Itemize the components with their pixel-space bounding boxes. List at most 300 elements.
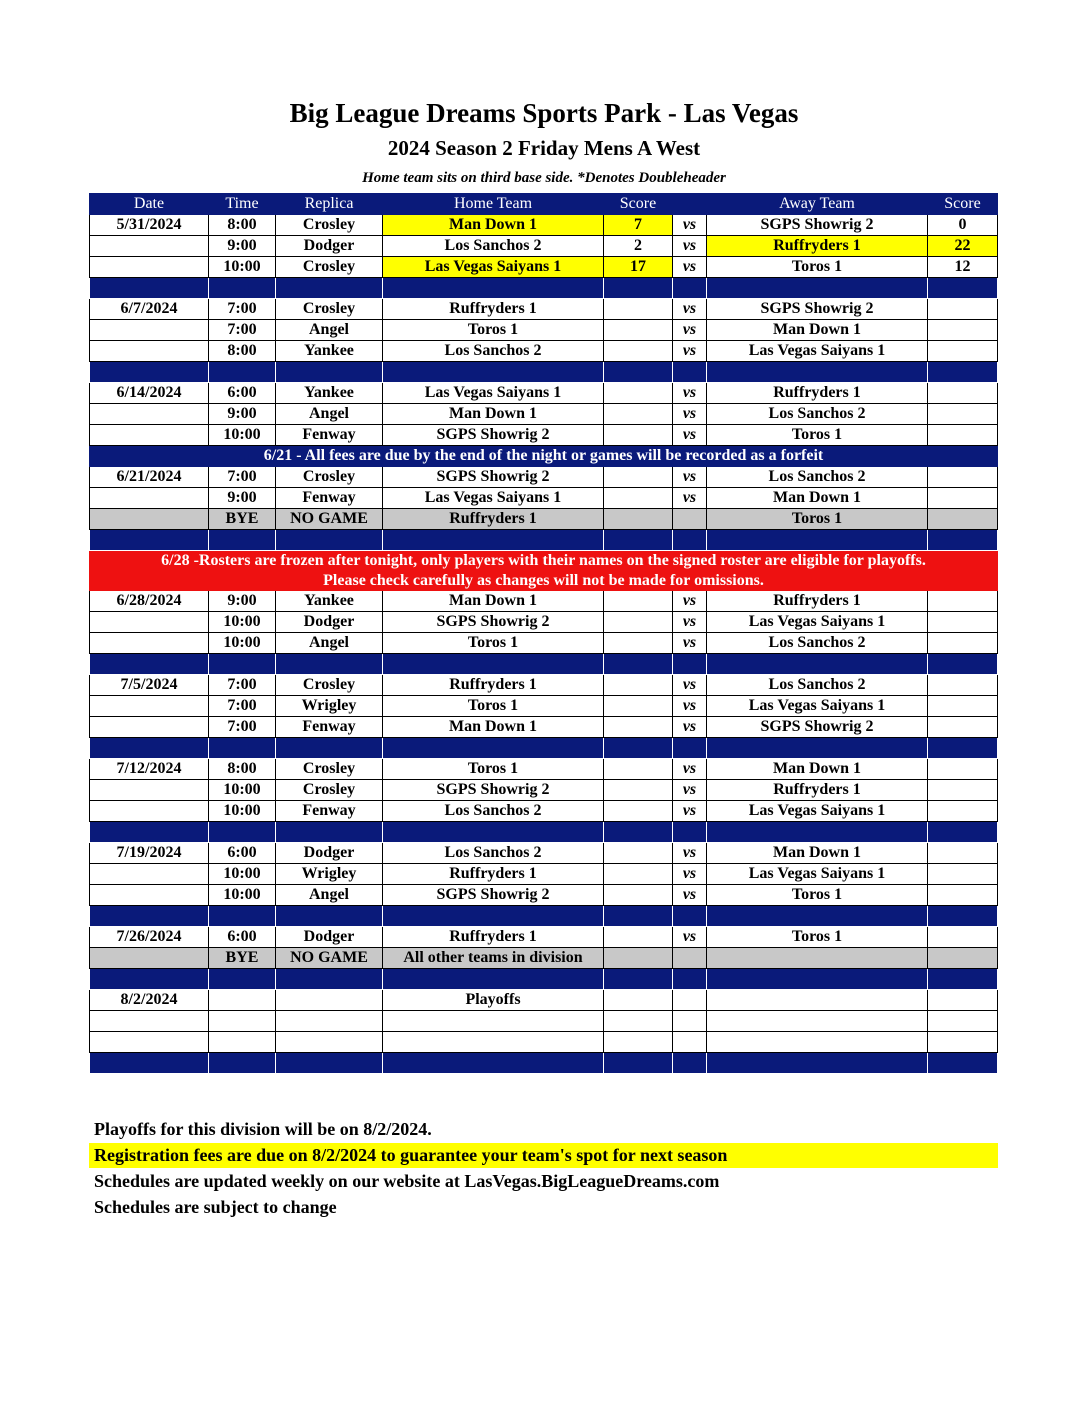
vs-cell: vs <box>673 488 707 509</box>
away-score-cell <box>928 509 998 530</box>
away-score-cell <box>928 341 998 362</box>
column-header: Time <box>209 194 276 215</box>
footer-registration: Registration fees are due on 8/2/2024 to guarantee your team's spot for next season <box>89 1143 998 1168</box>
date-cell <box>90 864 209 885</box>
separator-cell <box>209 1053 276 1074</box>
away-team-cell <box>707 1032 928 1053</box>
away-team-cell: Ruffryders 1 <box>707 591 928 612</box>
date-cell <box>90 612 209 633</box>
separator-cell <box>383 822 604 843</box>
vs-cell <box>673 1032 707 1053</box>
replica-cell: Angel <box>276 320 383 341</box>
home-score-cell <box>604 843 673 864</box>
home-team-cell: Ruffryders 1 <box>383 675 604 696</box>
separator-cell <box>90 906 209 927</box>
separator-cell <box>383 362 604 383</box>
separator-cell <box>90 654 209 675</box>
separator-row <box>90 906 998 927</box>
away-score-cell <box>928 990 998 1011</box>
schedule-table <box>89 193 998 1074</box>
replica-cell: Fenway <box>276 425 383 446</box>
time-cell: 9:00 <box>209 236 276 257</box>
home-team-cell: Ruffryders 1 <box>383 864 604 885</box>
separator-cell <box>707 738 928 759</box>
table-row <box>90 696 998 717</box>
date-cell <box>90 341 209 362</box>
away-team-cell: Los Sanchos 2 <box>707 675 928 696</box>
vs-cell: vs <box>673 320 707 341</box>
replica-cell <box>276 1011 383 1032</box>
table-row <box>90 1032 998 1053</box>
home-score-cell <box>604 299 673 320</box>
separator-cell <box>383 969 604 990</box>
separator-cell <box>707 969 928 990</box>
vs-cell: vs <box>673 759 707 780</box>
separator-cell <box>209 278 276 299</box>
replica-cell: Dodger <box>276 843 383 864</box>
replica-cell: Crosley <box>276 299 383 320</box>
time-cell: 10:00 <box>209 780 276 801</box>
column-header <box>673 194 707 215</box>
home-score-cell <box>604 488 673 509</box>
alert-row <box>90 551 998 571</box>
separator-cell <box>673 738 707 759</box>
away-team-cell: Toros 1 <box>707 885 928 906</box>
replica-cell: Yankee <box>276 591 383 612</box>
away-team-cell: Ruffryders 1 <box>707 383 928 404</box>
home-team-cell: Las Vegas Saiyans 1 <box>383 488 604 509</box>
replica-cell: Crosley <box>276 675 383 696</box>
separator-cell <box>604 654 673 675</box>
home-team-cell: Ruffryders 1 <box>383 509 604 530</box>
vs-cell: vs <box>673 257 707 278</box>
time-cell <box>209 990 276 1011</box>
away-score-cell <box>928 425 998 446</box>
time-cell: 8:00 <box>209 341 276 362</box>
replica-cell: Crosley <box>276 467 383 488</box>
table-row <box>90 425 998 446</box>
separator-cell <box>673 278 707 299</box>
separator-cell <box>383 278 604 299</box>
away-score-cell <box>928 383 998 404</box>
date-cell: 6/21/2024 <box>90 467 209 488</box>
home-score-cell <box>604 927 673 948</box>
column-header: Score <box>928 194 998 215</box>
away-team-cell: SGPS Showrig 2 <box>707 215 928 236</box>
table-row <box>90 612 998 633</box>
date-cell <box>90 1032 209 1053</box>
replica-cell: Angel <box>276 633 383 654</box>
vs-cell: vs <box>673 885 707 906</box>
away-score-cell <box>928 864 998 885</box>
time-cell: 10:00 <box>209 885 276 906</box>
time-cell: 9:00 <box>209 404 276 425</box>
replica-cell <box>276 1032 383 1053</box>
home-score-cell <box>604 320 673 341</box>
away-team-cell: Toros 1 <box>707 927 928 948</box>
replica-cell: NO GAME <box>276 509 383 530</box>
replica-cell: Wrigley <box>276 696 383 717</box>
separator-cell <box>928 906 998 927</box>
away-team-cell: Ruffryders 1 <box>707 236 928 257</box>
vs-cell <box>673 1011 707 1032</box>
separator-cell <box>276 530 383 551</box>
separator-cell <box>928 738 998 759</box>
separator-cell <box>209 654 276 675</box>
time-cell: 9:00 <box>209 488 276 509</box>
time-cell <box>209 1032 276 1053</box>
separator-cell <box>276 738 383 759</box>
separator-cell <box>604 969 673 990</box>
home-team-cell: Toros 1 <box>383 320 604 341</box>
separator-cell <box>276 654 383 675</box>
time-cell: 7:00 <box>209 675 276 696</box>
replica-cell: Crosley <box>276 780 383 801</box>
vs-cell: vs <box>673 717 707 738</box>
date-cell <box>90 948 209 969</box>
separator-row <box>90 530 998 551</box>
away-score-cell <box>928 885 998 906</box>
home-team-cell: Las Vegas Saiyans 1 <box>383 383 604 404</box>
table-row <box>90 215 998 236</box>
replica-cell: Crosley <box>276 215 383 236</box>
home-team-cell: Los Sanchos 2 <box>383 236 604 257</box>
home-team-cell: Man Down 1 <box>383 591 604 612</box>
date-cell <box>90 320 209 341</box>
separator-cell <box>707 654 928 675</box>
home-score-cell: 2 <box>604 236 673 257</box>
separator-cell <box>673 530 707 551</box>
separator-cell <box>90 822 209 843</box>
alert-text: Please check carefully as changes will not be made for omissions. <box>90 571 998 591</box>
home-score-cell <box>604 948 673 969</box>
separator-cell <box>673 362 707 383</box>
replica-cell: NO GAME <box>276 948 383 969</box>
table-row <box>90 927 998 948</box>
page-subtitle: 2024 Season 2 Friday Mens A West <box>387 136 701 160</box>
home-team-cell: Las Vegas Saiyans 1 <box>383 257 604 278</box>
separator-cell <box>383 1053 604 1074</box>
separator-cell <box>383 530 604 551</box>
home-team-cell: SGPS Showrig 2 <box>383 425 604 446</box>
away-team-cell: Toros 1 <box>707 257 928 278</box>
time-cell: 8:00 <box>209 215 276 236</box>
away-score-cell <box>928 696 998 717</box>
away-team-cell: Las Vegas Saiyans 1 <box>707 696 928 717</box>
home-score-cell <box>604 467 673 488</box>
separator-cell <box>604 1053 673 1074</box>
footer-playoffs: Playoffs for this division will be on 8/2/2024. <box>94 1119 432 1139</box>
replica-cell: Yankee <box>276 383 383 404</box>
replica-cell: Dodger <box>276 236 383 257</box>
separator-cell <box>928 362 998 383</box>
time-cell: 6:00 <box>209 927 276 948</box>
table-row <box>90 780 998 801</box>
home-score-cell: 17 <box>604 257 673 278</box>
time-cell: 10:00 <box>209 633 276 654</box>
separator-cell <box>276 278 383 299</box>
table-row <box>90 885 998 906</box>
table-row <box>90 341 998 362</box>
notice-text: 6/21 - All fees are due by the end of the night or games will be recorded as a forfeit <box>90 446 998 467</box>
alert-row <box>90 571 998 591</box>
away-team-cell: Toros 1 <box>707 425 928 446</box>
date-cell: 7/19/2024 <box>90 843 209 864</box>
away-score-cell <box>928 633 998 654</box>
separator-cell <box>276 906 383 927</box>
separator-row <box>90 1053 998 1074</box>
separator-cell <box>673 1053 707 1074</box>
away-score-cell <box>928 320 998 341</box>
home-team-cell: Los Sanchos 2 <box>383 341 604 362</box>
date-cell: 6/7/2024 <box>90 299 209 320</box>
separator-cell <box>604 278 673 299</box>
home-score-cell <box>604 612 673 633</box>
notice-row <box>90 446 998 467</box>
vs-cell: vs <box>673 404 707 425</box>
separator-cell <box>928 278 998 299</box>
vs-cell: vs <box>673 801 707 822</box>
table-row <box>90 843 998 864</box>
table-row <box>90 633 998 654</box>
home-score-cell <box>604 759 673 780</box>
separator-cell <box>604 530 673 551</box>
away-team-cell: Las Vegas Saiyans 1 <box>707 801 928 822</box>
table-row <box>90 236 998 257</box>
separator-cell <box>604 738 673 759</box>
separator-cell <box>276 362 383 383</box>
separator-cell <box>90 1053 209 1074</box>
away-score-cell <box>928 467 998 488</box>
separator-cell <box>383 906 604 927</box>
column-header: Home Team <box>383 194 604 215</box>
separator-cell <box>928 654 998 675</box>
away-team-cell: Ruffryders 1 <box>707 780 928 801</box>
home-team-cell: Man Down 1 <box>383 215 604 236</box>
home-score-cell <box>604 425 673 446</box>
separator-cell <box>604 362 673 383</box>
home-team-cell: SGPS Showrig 2 <box>383 780 604 801</box>
footer-subject: Schedules are subject to change <box>94 1197 337 1217</box>
separator-cell <box>90 969 209 990</box>
date-cell: 7/5/2024 <box>90 675 209 696</box>
table-row <box>90 257 998 278</box>
time-cell: 10:00 <box>209 864 276 885</box>
separator-cell <box>276 969 383 990</box>
away-team-cell: SGPS Showrig 2 <box>707 299 928 320</box>
vs-cell: vs <box>673 612 707 633</box>
away-score-cell <box>928 717 998 738</box>
away-score-cell <box>928 299 998 320</box>
replica-cell: Crosley <box>276 257 383 278</box>
home-score-cell <box>604 780 673 801</box>
replica-cell: Yankee <box>276 341 383 362</box>
alert-text: 6/28 -Rosters are frozen after tonight, only players with their names on the signed roster are eligible for playoffs. <box>90 551 998 571</box>
separator-cell <box>707 278 928 299</box>
home-team-cell: All other teams in division <box>383 948 604 969</box>
date-cell <box>90 885 209 906</box>
table-row <box>90 717 998 738</box>
date-cell <box>90 633 209 654</box>
date-cell <box>90 717 209 738</box>
home-team-cell: SGPS Showrig 2 <box>383 612 604 633</box>
separator-cell <box>90 738 209 759</box>
separator-row <box>90 362 998 383</box>
replica-cell <box>276 990 383 1011</box>
page-title: Big League Dreams Sports Park - Las Vegas <box>289 98 799 128</box>
separator-cell <box>209 530 276 551</box>
separator-cell <box>383 654 604 675</box>
separator-cell <box>276 822 383 843</box>
separator-cell <box>604 906 673 927</box>
vs-cell: vs <box>673 425 707 446</box>
date-cell <box>90 236 209 257</box>
away-score-cell <box>928 488 998 509</box>
home-score-cell <box>604 509 673 530</box>
vs-cell: vs <box>673 215 707 236</box>
away-team-cell <box>707 990 928 1011</box>
page-note: Home team sits on third base side. *Denotes Doubleheader <box>362 170 726 186</box>
separator-cell <box>90 278 209 299</box>
away-team-cell: Las Vegas Saiyans 1 <box>707 341 928 362</box>
time-cell: 7:00 <box>209 320 276 341</box>
home-score-cell <box>604 1011 673 1032</box>
date-cell <box>90 1011 209 1032</box>
home-score-cell <box>604 1032 673 1053</box>
home-team-cell: Ruffryders 1 <box>383 299 604 320</box>
table-row <box>90 591 998 612</box>
home-score-cell <box>604 404 673 425</box>
home-score-cell <box>604 885 673 906</box>
away-score-cell: 22 <box>928 236 998 257</box>
table-row <box>90 864 998 885</box>
separator-cell <box>673 654 707 675</box>
separator-cell <box>90 530 209 551</box>
replica-cell: Angel <box>276 885 383 906</box>
separator-cell <box>209 738 276 759</box>
replica-cell: Dodger <box>276 612 383 633</box>
away-team-cell: Toros 1 <box>707 509 928 530</box>
column-header: Away Team <box>707 194 928 215</box>
replica-cell: Fenway <box>276 488 383 509</box>
home-team-cell: Los Sanchos 2 <box>383 801 604 822</box>
vs-cell: vs <box>673 927 707 948</box>
date-cell: 6/28/2024 <box>90 591 209 612</box>
time-cell: 7:00 <box>209 467 276 488</box>
table-row <box>90 801 998 822</box>
table-row <box>90 383 998 404</box>
bye-row <box>90 948 998 969</box>
home-team-cell: SGPS Showrig 2 <box>383 467 604 488</box>
home-team-cell: Toros 1 <box>383 696 604 717</box>
vs-cell <box>673 948 707 969</box>
time-cell: 10:00 <box>209 257 276 278</box>
away-score-cell <box>928 948 998 969</box>
away-score-cell <box>928 591 998 612</box>
away-score-cell <box>928 612 998 633</box>
separator-cell <box>707 530 928 551</box>
date-cell: 7/12/2024 <box>90 759 209 780</box>
table-row <box>90 675 998 696</box>
date-cell <box>90 488 209 509</box>
vs-cell: vs <box>673 591 707 612</box>
table-row <box>90 467 998 488</box>
replica-cell: Angel <box>276 404 383 425</box>
away-team-cell: Los Sanchos 2 <box>707 633 928 654</box>
time-cell: 10:00 <box>209 612 276 633</box>
schedule-body <box>90 215 998 1074</box>
away-team-cell: Man Down 1 <box>707 488 928 509</box>
separator-cell <box>707 906 928 927</box>
time-cell: 6:00 <box>209 383 276 404</box>
time-cell: 6:00 <box>209 843 276 864</box>
separator-row <box>90 654 998 675</box>
home-team-cell: Toros 1 <box>383 633 604 654</box>
away-team-cell: Los Sanchos 2 <box>707 404 928 425</box>
vs-cell: vs <box>673 299 707 320</box>
separator-cell <box>90 362 209 383</box>
column-header: Replica <box>276 194 383 215</box>
separator-cell <box>673 969 707 990</box>
vs-cell: vs <box>673 864 707 885</box>
home-team-cell: Los Sanchos 2 <box>383 843 604 864</box>
separator-cell <box>673 906 707 927</box>
separator-cell <box>707 822 928 843</box>
separator-cell <box>928 822 998 843</box>
home-team-cell: Ruffryders 1 <box>383 927 604 948</box>
away-score-cell <box>928 843 998 864</box>
away-team-cell <box>707 948 928 969</box>
away-team-cell: Los Sanchos 2 <box>707 467 928 488</box>
table-row <box>90 759 998 780</box>
table-row <box>90 404 998 425</box>
away-team-cell: Man Down 1 <box>707 843 928 864</box>
home-score-cell <box>604 675 673 696</box>
vs-cell: vs <box>673 633 707 654</box>
separator-row <box>90 278 998 299</box>
replica-cell: Dodger <box>276 927 383 948</box>
away-score-cell: 0 <box>928 215 998 236</box>
away-score-cell <box>928 1011 998 1032</box>
footer-updates: Schedules are updated weekly on our website at LasVegas.BigLeagueDreams.com <box>94 1171 720 1191</box>
home-score-cell <box>604 591 673 612</box>
home-score-cell <box>604 717 673 738</box>
home-score-cell <box>604 801 673 822</box>
date-cell <box>90 257 209 278</box>
away-score-cell <box>928 404 998 425</box>
table-row <box>90 488 998 509</box>
separator-cell <box>604 822 673 843</box>
vs-cell: vs <box>673 383 707 404</box>
time-cell: 7:00 <box>209 299 276 320</box>
away-team-cell: SGPS Showrig 2 <box>707 717 928 738</box>
vs-cell <box>673 509 707 530</box>
separator-cell <box>209 822 276 843</box>
time-cell: 9:00 <box>209 591 276 612</box>
away-team-cell <box>707 1011 928 1032</box>
home-score-cell <box>604 633 673 654</box>
home-score-cell <box>604 383 673 404</box>
replica-cell: Fenway <box>276 717 383 738</box>
separator-cell <box>928 1053 998 1074</box>
separator-cell <box>673 822 707 843</box>
home-team-cell: Playoffs <box>383 990 604 1011</box>
home-score-cell: 7 <box>604 215 673 236</box>
vs-cell: vs <box>673 675 707 696</box>
date-cell <box>90 425 209 446</box>
away-team-cell: Man Down 1 <box>707 759 928 780</box>
away-score-cell <box>928 759 998 780</box>
